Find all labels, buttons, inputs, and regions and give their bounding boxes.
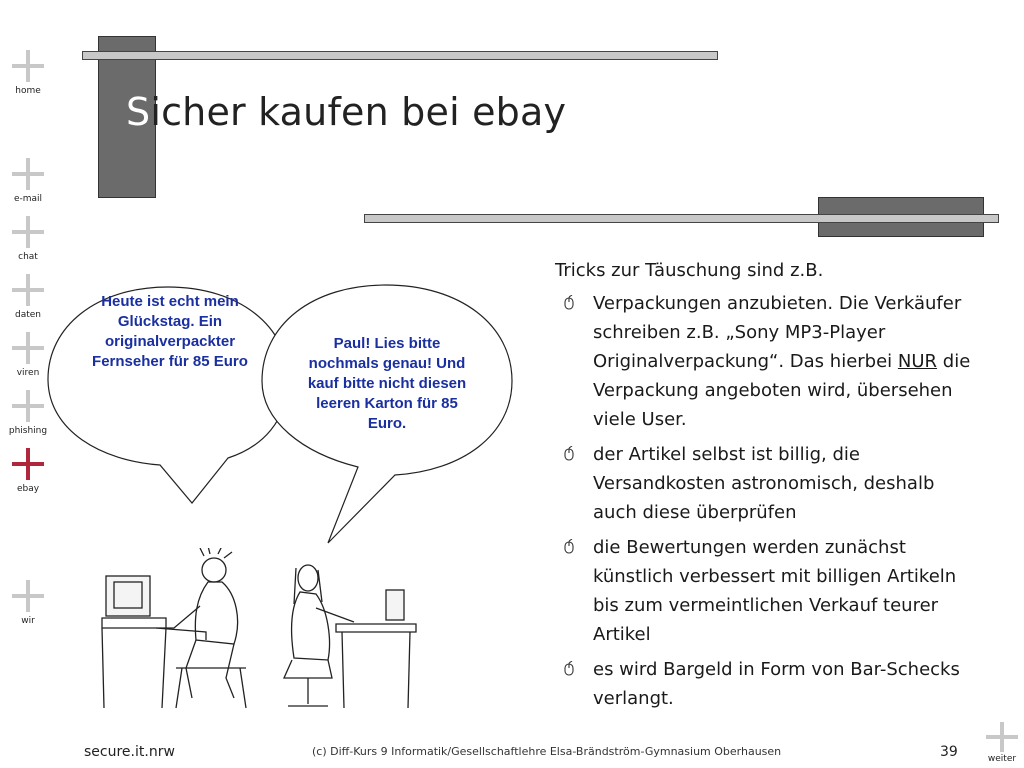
bubble-left-text: Heute ist echt mein Glückstag. Ein originalverpackter Fernseher für 85 Euro	[92, 293, 248, 370]
title-rest: icher kaufen bei ebay	[150, 90, 567, 134]
plus-icon	[8, 578, 48, 614]
nav-phishing-label: phishing	[8, 426, 48, 436]
bullet-list	[555, 256, 975, 719]
nav-chat[interactable]	[6, 214, 50, 262]
plus-icon	[8, 156, 48, 192]
bullet-1-emphasis: NUR	[897, 351, 938, 372]
bullet-item	[555, 533, 975, 649]
nav-home[interactable]	[6, 48, 50, 96]
bullet-3-text: die Bewertungen werden zunächst künstlich verbessert mit billigen Artikeln bis zum vermeintlichen Verkauf teurer Artikel	[593, 537, 957, 645]
decor-top-rule	[82, 51, 718, 60]
bullet-1-post: die Verpackung angeboten wird, übersehen viele User.	[593, 351, 971, 430]
bullet-1-pre: Verpackungen anzubieten. Die Verkäufer schreiben z.B. „Sony MP3-Player Originalverpackung“. Das hierbei	[593, 293, 962, 372]
nav-daten-label: daten	[15, 310, 41, 320]
bullet-2-text: der Artikel selbst ist billig, die Versandkosten astronomisch, deshalb auch diese überprüfen	[593, 444, 935, 523]
mouse-icon	[561, 539, 577, 555]
footer-copyright: (c) Diff-Kurs 9 Informatik/Gesellschaftlehre Elsa-Brändström-Gymnasium Oberhausen	[312, 745, 782, 758]
page-number: 39	[940, 744, 958, 760]
next-button-label: weiter	[987, 754, 1017, 764]
nav-wir-label: wir	[21, 616, 35, 626]
nav-chat-label: chat	[18, 252, 38, 262]
mouse-icon	[561, 295, 577, 311]
nav-email[interactable]	[6, 156, 50, 204]
bubble-right-text: Paul! Lies bitte nochmals genau! Und kauf bitte nicht diesen leeren Karton für 85 Euro.	[307, 335, 467, 432]
page-title	[126, 90, 566, 134]
next-button[interactable]	[980, 720, 1024, 764]
bullet-4-text: es wird Bargeld in Form von Bar-Schecks verlangt.	[593, 659, 960, 709]
mouse-icon	[561, 446, 577, 462]
nav-email-label: e-mail	[13, 194, 43, 204]
bullet-item	[555, 289, 975, 434]
plus-icon	[8, 48, 48, 84]
bullet-item	[555, 440, 975, 527]
plus-icon	[8, 214, 48, 250]
nav-viren-label: viren	[16, 368, 40, 378]
mouse-icon	[561, 661, 577, 677]
nav-ebay-label: ebay	[16, 484, 40, 494]
decor-mid-rule	[364, 214, 999, 223]
footer-site: secure.it.nrw	[84, 744, 175, 760]
title-first-letter: S	[126, 90, 151, 134]
bullet-item	[555, 655, 975, 713]
illustration-computer-users	[96, 548, 426, 716]
intro-text: Tricks zur Täuschung sind z.B.	[555, 260, 824, 281]
nav-wir[interactable]	[6, 578, 50, 626]
plus-icon	[982, 720, 1022, 754]
nav-home-label: home	[15, 86, 41, 96]
